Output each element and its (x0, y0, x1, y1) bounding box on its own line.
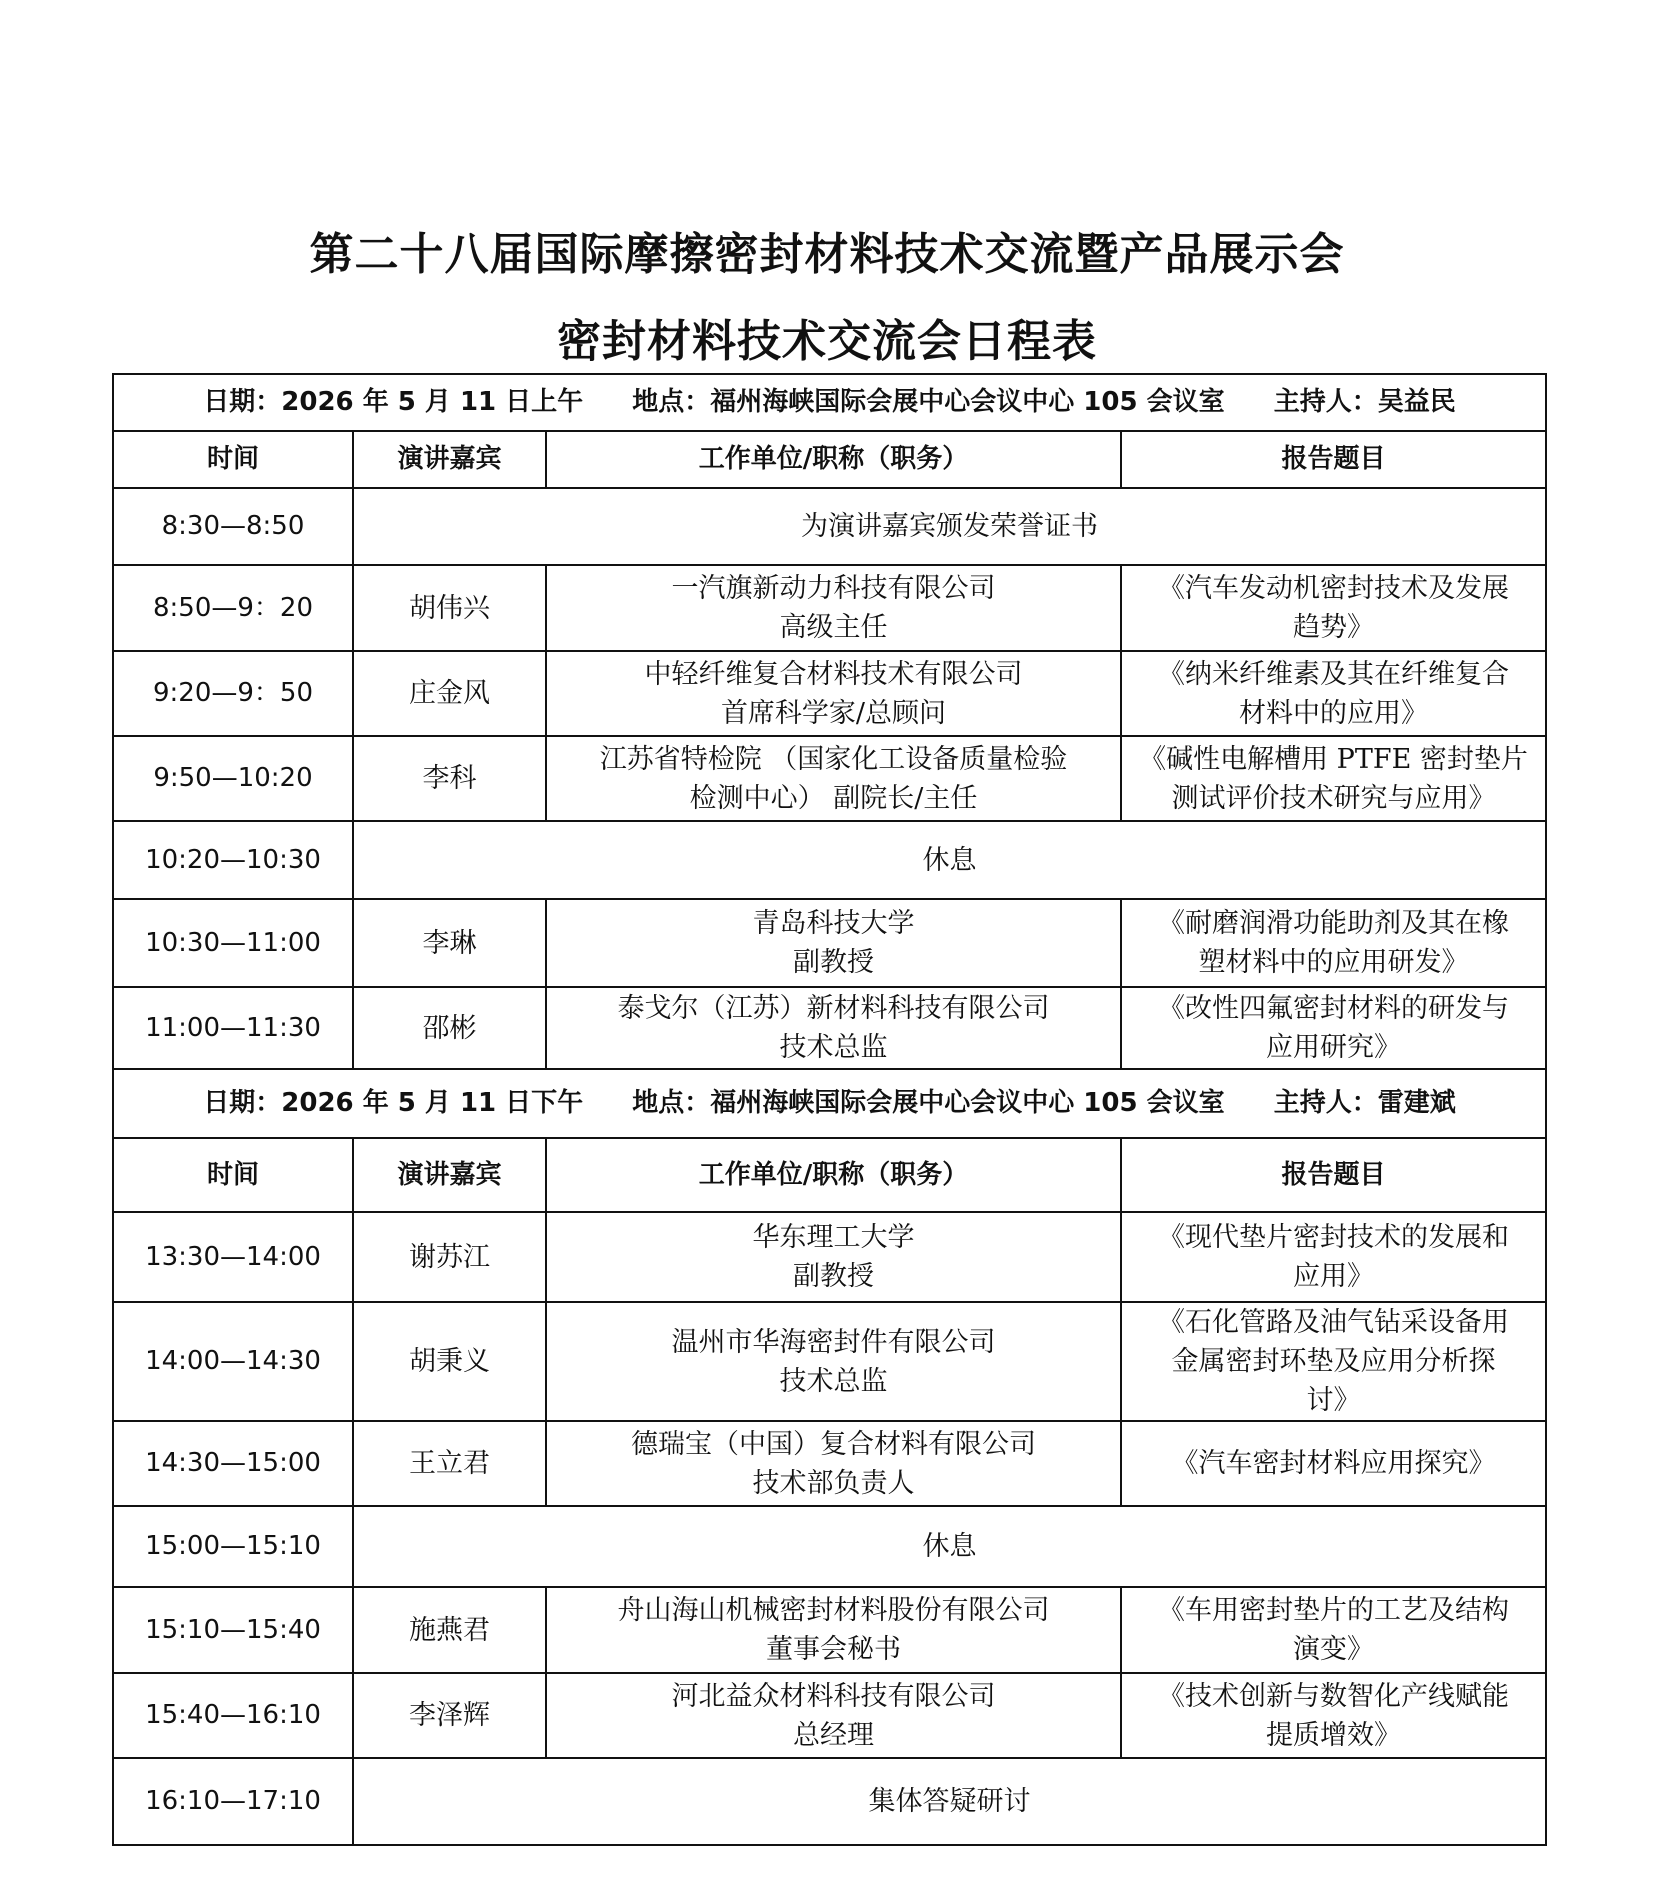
time-cell: 9:50—10:20 (113, 736, 353, 821)
org-title: 首席科学家/总顾问 (720, 697, 947, 729)
table-row (113, 899, 1546, 987)
topic-line: 应用》 (1293, 1261, 1374, 1292)
org-cell (546, 651, 1121, 736)
topic-line: 《纳米纤维素及其在纤维复合 (1158, 658, 1509, 690)
table-row (113, 1421, 1546, 1506)
topic-line: 测试评价技术研究与应用》 (1171, 782, 1496, 814)
org-title: 技术总监 (779, 1365, 888, 1397)
topic-cell (1121, 736, 1546, 821)
topic-cell (1121, 1302, 1546, 1421)
time-cell: 16:10—17:10 (113, 1758, 353, 1845)
org-title: 技术总监 (779, 1032, 888, 1063)
schedule-table (112, 373, 1547, 1846)
org-cell (546, 987, 1121, 1069)
org-title: 董事会秘书 (766, 1634, 901, 1665)
topic-line: 金属密封环垫及应用分析探 (1171, 1346, 1496, 1377)
session-host: 主持人：吴益民 (1273, 387, 1456, 417)
org-cell (546, 565, 1121, 651)
topic-line: 趋势》 (1293, 612, 1374, 643)
time-cell: 10:30—11:00 (113, 899, 353, 987)
header-time: 时间 (113, 431, 353, 488)
speaker-cell: 李泽辉 (353, 1673, 546, 1758)
table-header (113, 431, 1546, 488)
speaker-cell: 李科 (353, 736, 546, 821)
topic-line: 材料中的应用》 (1239, 697, 1428, 729)
speaker-cell: 胡秉义 (353, 1302, 546, 1421)
table-row (113, 736, 1546, 821)
table-row (113, 1506, 1546, 1587)
table-row (113, 565, 1546, 651)
org-name: 青岛科技大学 (752, 908, 915, 939)
org-cell (546, 1587, 1121, 1673)
table-row (113, 488, 1546, 565)
table-row (113, 1587, 1546, 1673)
org-title: 检测中心） 副院长/主任 (689, 782, 978, 814)
org-cell (546, 1421, 1121, 1506)
speaker-cell: 李琳 (353, 899, 546, 987)
topic-cell (1121, 1587, 1546, 1673)
topic-line: 《技术创新与数智化产线赋能 (1158, 1680, 1509, 1712)
topic-line: 《车用密封垫片的工艺及结构 (1158, 1595, 1509, 1626)
org-cell (546, 1302, 1121, 1421)
time-cell: 9:20—9：50 (113, 651, 353, 736)
topic-cell (1121, 1673, 1546, 1758)
header-org: 工作单位/职称（职务） (546, 431, 1121, 488)
topic-cell (1121, 987, 1546, 1069)
speaker-cell: 谢苏江 (353, 1212, 546, 1302)
header-speaker: 演讲嘉宾 (353, 1138, 546, 1212)
speaker-cell: 邵彬 (353, 987, 546, 1069)
event-cell: 集体答疑研讨 (353, 1758, 1546, 1845)
org-cell (546, 1673, 1121, 1758)
topic-cell (1121, 1212, 1546, 1302)
org-title: 总经理 (793, 1719, 874, 1751)
session-venue: 地点：福州海峡国际会展中心会议中心 105 会议室 (632, 1088, 1225, 1118)
speaker-cell: 施燕君 (353, 1587, 546, 1673)
org-title: 副教授 (793, 947, 874, 978)
event-cell: 休息 (353, 821, 1546, 899)
session-host: 主持人：雷建斌 (1273, 1088, 1456, 1118)
session-date: 日期：2026 年 5 月 11 日下午 (203, 1088, 584, 1118)
speaker-cell: 王立君 (353, 1421, 546, 1506)
header-time: 时间 (113, 1138, 353, 1212)
page-subtitle: 密封材料技术交流会日程表 (557, 316, 1097, 367)
topic-line: 应用研究》 (1266, 1032, 1401, 1063)
org-cell (546, 736, 1121, 821)
table-row (113, 1758, 1546, 1845)
event-cell: 为演讲嘉宾颁发荣誉证书 (353, 488, 1546, 565)
topic-line: 提质增效》 (1266, 1719, 1401, 1751)
org-title: 副教授 (793, 1261, 874, 1292)
session-info-morning (113, 374, 1546, 431)
org-name: 德瑞宝（中国）复合材料有限公司 (631, 1428, 1036, 1460)
time-cell: 15:40—16:10 (113, 1673, 353, 1758)
org-name: 江苏省特检院 （国家化工设备质量检验 (599, 743, 1068, 775)
speaker-cell: 胡伟兴 (353, 565, 546, 651)
time-cell: 10:20—10:30 (113, 821, 353, 899)
table-row (113, 987, 1546, 1069)
topic-line: 塑材料中的应用研发》 (1198, 947, 1469, 978)
time-cell: 8:30—8:50 (113, 488, 353, 565)
topic-line: 讨》 (1306, 1385, 1361, 1416)
header-speaker: 演讲嘉宾 (353, 431, 546, 488)
org-name: 舟山海山机械密封材料股份有限公司 (617, 1595, 1050, 1626)
topic-cell (1121, 565, 1546, 651)
topic-line: 《改性四氟密封材料的研发与 (1158, 993, 1509, 1024)
org-name: 中轻纤维复合材料技术有限公司 (644, 658, 1023, 690)
table-row (113, 651, 1546, 736)
topic-line: 《碱性电解槽用 PTFE 密封垫片 (1139, 743, 1528, 775)
org-title: 技术部负责人 (752, 1467, 915, 1499)
session-info-afternoon (113, 1069, 1546, 1138)
table-row (113, 821, 1546, 899)
org-name: 一汽旗新动力科技有限公司 (671, 573, 996, 604)
time-cell: 14:00—14:30 (113, 1302, 353, 1421)
table-row (113, 1673, 1546, 1758)
page-title: 第二十八届国际摩擦密封材料技术交流暨产品展示会 (309, 229, 1345, 280)
session-venue: 地点：福州海峡国际会展中心会议中心 105 会议室 (632, 387, 1225, 417)
topic-line: 《耐磨润滑功能助剂及其在橡 (1158, 908, 1509, 939)
event-cell: 休息 (353, 1506, 1546, 1587)
topic-cell (1121, 651, 1546, 736)
header-topic: 报告题目 (1121, 431, 1546, 488)
topic-line: 《汽车密封材料应用探究》 (1171, 1448, 1496, 1479)
topic-line: 《汽车发动机密封技术及发展 (1158, 573, 1509, 604)
table-header (113, 1138, 1546, 1212)
org-name: 华东理工大学 (752, 1222, 915, 1253)
topic-line: 演变》 (1293, 1634, 1374, 1665)
table-row (113, 1302, 1546, 1421)
org-name: 温州市华海密封件有限公司 (671, 1326, 996, 1358)
org-name: 泰戈尔（江苏）新材料科技有限公司 (617, 993, 1050, 1024)
topic-line: 《石化管路及油气钻采设备用 (1158, 1307, 1509, 1338)
time-cell: 14:30—15:00 (113, 1421, 353, 1506)
time-cell: 13:30—14:00 (113, 1212, 353, 1302)
time-cell: 15:10—15:40 (113, 1587, 353, 1673)
org-title: 高级主任 (779, 612, 888, 643)
topic-cell (1121, 1421, 1546, 1506)
time-cell: 15:00—15:10 (113, 1506, 353, 1587)
org-cell (546, 899, 1121, 987)
header-org: 工作单位/职称（职务） (546, 1138, 1121, 1212)
org-name: 河北益众材料科技有限公司 (671, 1680, 996, 1712)
topic-line: 《现代垫片密封技术的发展和 (1158, 1222, 1509, 1253)
time-cell: 8:50—9：20 (113, 565, 353, 651)
org-cell (546, 1212, 1121, 1302)
header-topic: 报告题目 (1121, 1138, 1546, 1212)
table-row (113, 1212, 1546, 1302)
speaker-cell: 庄金风 (353, 651, 546, 736)
topic-cell (1121, 899, 1546, 987)
session-date: 日期：2026 年 5 月 11 日上午 (203, 387, 584, 417)
time-cell: 11:00—11:30 (113, 987, 353, 1069)
